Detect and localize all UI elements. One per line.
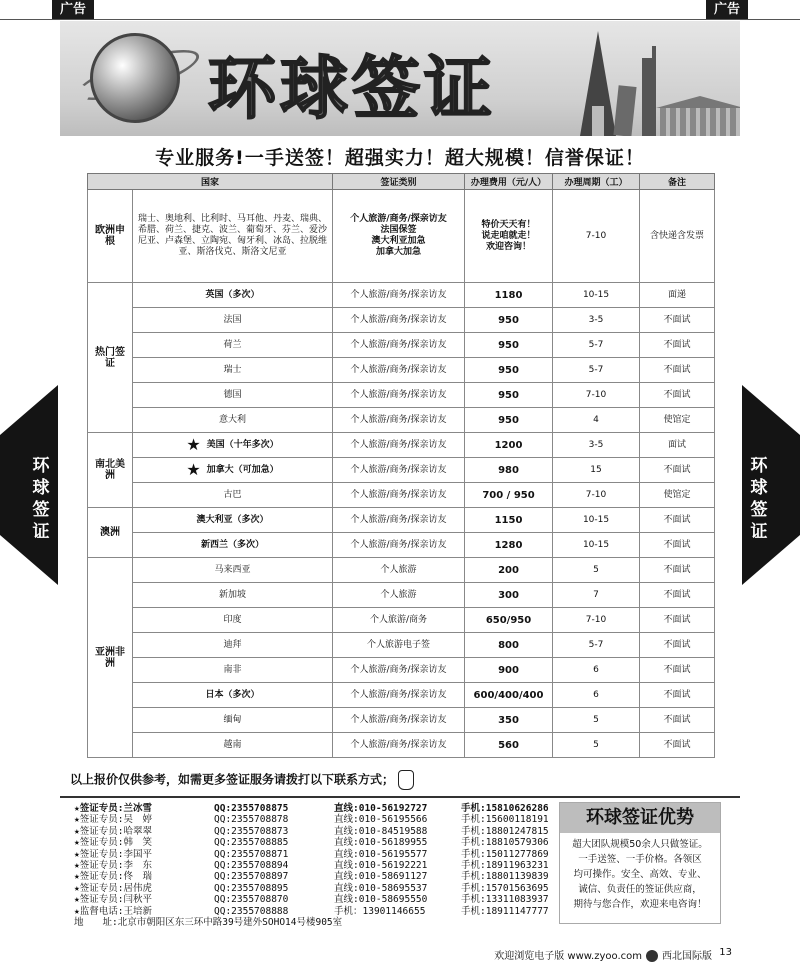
europe-period: 7-10: [553, 190, 640, 283]
table-row: [88, 708, 715, 733]
contact-mobile: 手机:18911963231: [461, 860, 549, 872]
period-cell: 15: [553, 458, 640, 483]
country-label: 加拿大（可加急）: [206, 465, 279, 475]
contact-name: ★签证专员:居伟虎: [74, 882, 152, 894]
fee-cell: 950: [465, 333, 553, 358]
fee-cell: 950: [465, 308, 553, 333]
type-cell: 个人旅游/商务/探亲访友: [333, 733, 465, 758]
country-cell: 德国: [133, 383, 333, 408]
contact-row: [74, 826, 564, 837]
header-period: 办理周期（工）: [553, 174, 640, 190]
fee-cell: 700 / 950: [465, 483, 553, 508]
ad-tag-left: 广告: [52, 0, 94, 20]
table-row: [88, 608, 715, 633]
fee-cell: 900: [465, 658, 553, 683]
type-cell: 个人旅游/商务/探亲访友: [333, 658, 465, 683]
country-cell: [133, 458, 333, 483]
table-row: [88, 383, 715, 408]
country-cell: 缅甸: [133, 708, 333, 733]
country-cell: 越南: [133, 733, 333, 758]
advantage-body: [560, 833, 720, 912]
contact-direct: 手机：13901146655: [334, 905, 426, 917]
contact-qq: QQ:2355708897: [214, 871, 289, 883]
type-cell: 个人旅游/商务/探亲访友: [333, 308, 465, 333]
top-rule: [0, 19, 800, 20]
note-cell: 不面试: [640, 358, 715, 383]
europe-fee-line: 特价天天有！: [481, 219, 536, 230]
country-cell: 南非: [133, 658, 333, 683]
type-cell: 个人旅游/商务/探亲访友: [333, 508, 465, 533]
contact-mobile: 手机:18801139839: [461, 871, 549, 883]
note-cell: 不面试: [640, 558, 715, 583]
contact-row: [74, 849, 564, 860]
statue-of-liberty-icon: [642, 58, 656, 136]
type-cell: 个人旅游/商务: [333, 608, 465, 633]
visa-price-table: [87, 173, 715, 758]
type-cell: 个人旅游/商务/探亲访友: [333, 683, 465, 708]
table-row: [88, 733, 715, 758]
contact-qq: QQ:2355708871: [214, 848, 289, 860]
country-cell: 新西兰（多次）: [133, 533, 333, 558]
contact-mobile: 手机:18810579306: [461, 837, 549, 849]
footer-text: [494, 947, 712, 962]
country-cell: 荷兰: [133, 333, 333, 358]
period-cell: 3-5: [553, 433, 640, 458]
temple-icon: [660, 108, 740, 136]
contact-mobile: 手机:15810626286: [461, 803, 549, 814]
europe-country-list: 瑞士、奥地利、比利时、马耳他、丹麦、瑞典、希腊、荷兰、捷克、波兰、葡萄牙、芬兰、爱沙尼亚、卢森堡、立陶宛、匈牙利、冰岛、拉脱维亚、斯洛伐克、斯洛文尼亚: [133, 190, 333, 283]
note-cell: 不面试: [640, 708, 715, 733]
contact-direct: 直线:010-56189955: [334, 837, 428, 849]
note-cell: 不面试: [640, 333, 715, 358]
contact-row: [74, 906, 564, 917]
contact-name: ★签证专员:韩 笑: [74, 837, 152, 849]
contact-mobile: 手机:18801247815: [461, 825, 549, 837]
country-cell: 澳大利亚（多次）: [133, 508, 333, 533]
type-cell: 个人旅游/商务/探亲访友: [333, 533, 465, 558]
country-cell: 印度: [133, 608, 333, 633]
period-cell: 7-10: [553, 483, 640, 508]
europe-type-line: 加拿大加急: [376, 247, 422, 257]
contact-name: ★监督电话:王培新: [74, 905, 152, 917]
type-cell: 个人旅游/商务/探亲访友: [333, 458, 465, 483]
contact-row: [74, 803, 564, 814]
contact-direct: 直线:010-84519588: [334, 825, 428, 837]
globe-logo-icon: [90, 33, 180, 123]
type-cell: 个人旅游/商务/探亲访友: [333, 333, 465, 358]
table-row: [88, 308, 715, 333]
table-row: [88, 533, 715, 558]
country-cell: 古巴: [133, 483, 333, 508]
headline: 专业服务!一手送签！超强实力！超大规模！信誉保证！: [155, 147, 645, 169]
fee-cell: 980: [465, 458, 553, 483]
country-label: 美国（十年多次）: [206, 440, 279, 450]
type-cell: 个人旅游/商务/探亲访友: [333, 383, 465, 408]
fee-cell: 350: [465, 708, 553, 733]
header-note: 备注: [640, 174, 715, 190]
side-label-right: 环球签证: [750, 456, 768, 542]
contact-direct: 直线:010-56195577: [334, 848, 428, 860]
contact-row: [74, 860, 564, 871]
contact-qq: QQ:2355708873: [214, 825, 289, 837]
advantage-line: 均可操作。安全、高效、专业、: [573, 869, 707, 880]
period-cell: 6: [553, 683, 640, 708]
region-asia: [88, 558, 133, 758]
contact-list: [74, 803, 564, 928]
header-type: 签证类别: [333, 174, 465, 190]
contact-name: ★签证专员:佟 瑞: [74, 871, 152, 883]
note-cell: 面递: [640, 283, 715, 308]
region-label: 热门签证: [95, 346, 125, 369]
leaning-tower-icon: [613, 85, 636, 136]
note-cell: 不面试: [640, 383, 715, 408]
advantage-line: 一手送签、一手价格。各领区: [578, 854, 702, 865]
period-cell: 10-15: [553, 283, 640, 308]
tower-base-graphic: [592, 106, 604, 136]
table-row: [88, 508, 715, 533]
fee-cell: 1150: [465, 508, 553, 533]
country-cell: 英国（多次）: [133, 283, 333, 308]
europe-fee-line: 说走咱就走！: [481, 230, 536, 241]
contact-name: ★签证专员:吴 婷: [74, 814, 152, 826]
period-cell: 7-10: [553, 383, 640, 408]
address: 地 址:北京市朝阳区东三环中路39号建外SOHO14号楼905室: [74, 917, 343, 929]
contact-row: [74, 894, 564, 905]
advantage-title: 环球签证优势: [560, 803, 720, 833]
table-row: [88, 658, 715, 683]
contact-name: ★签证专员:哈翠翠: [74, 825, 152, 837]
table-row: [88, 483, 715, 508]
table-row: [88, 458, 715, 483]
contact-direct: 直线:010-58691127: [334, 871, 428, 883]
contact-row: [74, 837, 564, 848]
contact-qq: QQ:2355708895: [214, 882, 289, 894]
period-cell: 10-15: [553, 533, 640, 558]
contact-direct: 直线:010-56192727: [334, 803, 428, 814]
note-cell: 不面试: [640, 683, 715, 708]
europe-fee-line: 欢迎咨询！: [486, 241, 532, 252]
period-cell: 5: [553, 708, 640, 733]
footer: [0, 944, 800, 964]
period-cell: 5-7: [553, 333, 640, 358]
banner-title: 环球签证: [208, 50, 497, 129]
table-row: [88, 633, 715, 658]
contact-direct: 直线:010-58695537: [334, 882, 428, 894]
type-cell: 个人旅游/商务/探亲访友: [333, 708, 465, 733]
region-label: 南北美洲: [95, 459, 125, 481]
note-cell: 不面试: [640, 308, 715, 333]
period-cell: 6: [553, 658, 640, 683]
contact-direct: 直线:010-56195566: [334, 814, 428, 826]
contact-mobile: 手机:15701563695: [461, 882, 549, 894]
country-cell: 瑞士: [133, 358, 333, 383]
advantage-box: [559, 802, 721, 924]
fee-cell: 600/400/400: [465, 683, 553, 708]
hand-pointer-icon: [398, 770, 414, 790]
contact-qq: QQ:2355708878: [214, 814, 289, 826]
contact-mobile: 手机:18911147777: [461, 905, 549, 917]
period-cell: 7-10: [553, 608, 640, 633]
fee-cell: 650/950: [465, 608, 553, 633]
contact-row: [74, 871, 564, 882]
type-cell: 个人旅游/商务/探亲访友: [333, 483, 465, 508]
europe-fee: [465, 190, 553, 283]
country-cell: [133, 433, 333, 458]
contact-name: ★签证专员:闫秋平: [74, 894, 152, 906]
advantage-line: 超大团队规模50余人只做签证。: [572, 839, 708, 850]
temple-roof-graphic: [656, 96, 740, 108]
region-hot: [88, 283, 133, 433]
type-cell: 个人旅游/商务/探亲访友: [333, 408, 465, 433]
note-cell: 不面试: [640, 508, 715, 533]
header-fee: 办理费用（元/人）: [465, 174, 553, 190]
region-oceania: 澳洲: [88, 508, 133, 558]
header-country: 国家: [88, 174, 333, 190]
country-cell: 新加坡: [133, 583, 333, 608]
star-icon: ★: [186, 435, 201, 454]
type-cell: 个人旅游/商务/探亲访友: [333, 433, 465, 458]
table-row-europe: [88, 190, 715, 283]
region-label: 亚洲非洲: [95, 646, 125, 669]
contact-qq: QQ:2355708875: [214, 803, 289, 814]
contact-mobile: 手机:13311083937: [461, 894, 549, 906]
period-cell: 3-5: [553, 308, 640, 333]
table-row: [88, 283, 715, 308]
advantage-line: 诚信、负责任的签证供应商，: [578, 884, 702, 895]
table-row: [88, 333, 715, 358]
country-cell: 意大利: [133, 408, 333, 433]
contact-mobile: 手机:15011277869: [461, 848, 549, 860]
contact-qq: QQ:2355708888: [214, 905, 289, 917]
note-cell: 面试: [640, 433, 715, 458]
europe-type-line: 个人旅游/商务/探亲访友: [350, 214, 447, 224]
price-disclaimer: [70, 770, 414, 790]
contact-mobile: 手机:15600118191: [461, 814, 549, 826]
contact-name: ★签证专员:李 东: [74, 860, 152, 872]
type-cell: 个人旅游: [333, 558, 465, 583]
contact-row: [74, 883, 564, 894]
fee-cell: 950: [465, 383, 553, 408]
region-europe: [88, 190, 133, 283]
period-cell: 5: [553, 558, 640, 583]
note-cell: 不面试: [640, 733, 715, 758]
europe-type-line: 澳大利亚加急: [371, 236, 426, 246]
contact-divider: [60, 796, 740, 798]
note-cell: 不面试: [640, 658, 715, 683]
note-cell: 使馆定: [640, 408, 715, 433]
footer-url-text: 欢迎浏览电子版 www.zyoo.com: [494, 951, 642, 962]
fee-cell: 950: [465, 358, 553, 383]
note-cell: 不面试: [640, 583, 715, 608]
type-cell: 个人旅游/商务/探亲访友: [333, 283, 465, 308]
type-cell: 个人旅游: [333, 583, 465, 608]
table-row: [88, 558, 715, 583]
fee-cell: 950: [465, 408, 553, 433]
period-cell: 5-7: [553, 358, 640, 383]
contact-row: [74, 814, 564, 825]
fee-cell: 800: [465, 633, 553, 658]
country-cell: 迪拜: [133, 633, 333, 658]
note-cell: 不面试: [640, 533, 715, 558]
note-cell: 不面试: [640, 608, 715, 633]
table-header-row: [88, 174, 715, 190]
fee-cell: 300: [465, 583, 553, 608]
europe-note: 含快递含发票: [640, 190, 715, 283]
period-cell: 4: [553, 408, 640, 433]
side-label-left: 环球签证: [32, 456, 50, 542]
europe-types: [333, 190, 465, 283]
contact-name: ★签证专员:兰冰雪: [74, 803, 152, 814]
region-label: 欧洲申根: [95, 225, 125, 247]
fee-cell: 1180: [465, 283, 553, 308]
page-number: 13: [719, 947, 732, 958]
fee-cell: 1280: [465, 533, 553, 558]
country-cell: 法国: [133, 308, 333, 333]
period-cell: 5-7: [553, 633, 640, 658]
fee-cell: 560: [465, 733, 553, 758]
banner: [60, 21, 740, 136]
brand-logo-icon: [646, 950, 658, 962]
fee-cell: 200: [465, 558, 553, 583]
contact-direct: 直线:010-58695550: [334, 894, 428, 906]
star-icon: ★: [186, 460, 201, 479]
footer-brand: 西北国际版: [662, 951, 712, 962]
period-cell: 5: [553, 733, 640, 758]
contact-qq: QQ:2355708885: [214, 837, 289, 849]
top-bar: [0, 0, 800, 20]
note-cell: 使馆定: [640, 483, 715, 508]
type-cell: 个人旅游电子签: [333, 633, 465, 658]
disclaimer-text: 以上报价仅供参考，如需更多签证服务请拨打以下联系方式；: [70, 772, 395, 787]
fee-cell: 1200: [465, 433, 553, 458]
country-cell: 马来西亚: [133, 558, 333, 583]
table-row: [88, 408, 715, 433]
period-cell: 10-15: [553, 508, 640, 533]
table-row: [88, 433, 715, 458]
contact-name: ★签证专员:李国平: [74, 848, 152, 860]
contact-direct: 直线:010-56192221: [334, 860, 428, 872]
table-row: [88, 358, 715, 383]
country-cell: 日本（多次）: [133, 683, 333, 708]
contact-qq: QQ:2355708870: [214, 894, 289, 906]
region-america: [88, 433, 133, 508]
advantage-line: 期待与您合作，欢迎来电咨询！: [573, 899, 707, 910]
type-cell: 个人旅游/商务/探亲访友: [333, 358, 465, 383]
period-cell: 7: [553, 583, 640, 608]
table-row: [88, 583, 715, 608]
note-cell: 不面试: [640, 633, 715, 658]
note-cell: 不面试: [640, 458, 715, 483]
europe-type-line: 法国保签: [380, 225, 417, 235]
ad-tag-right: 广告: [706, 0, 748, 20]
contact-qq: QQ:2355708894: [214, 860, 289, 872]
table-row: [88, 683, 715, 708]
